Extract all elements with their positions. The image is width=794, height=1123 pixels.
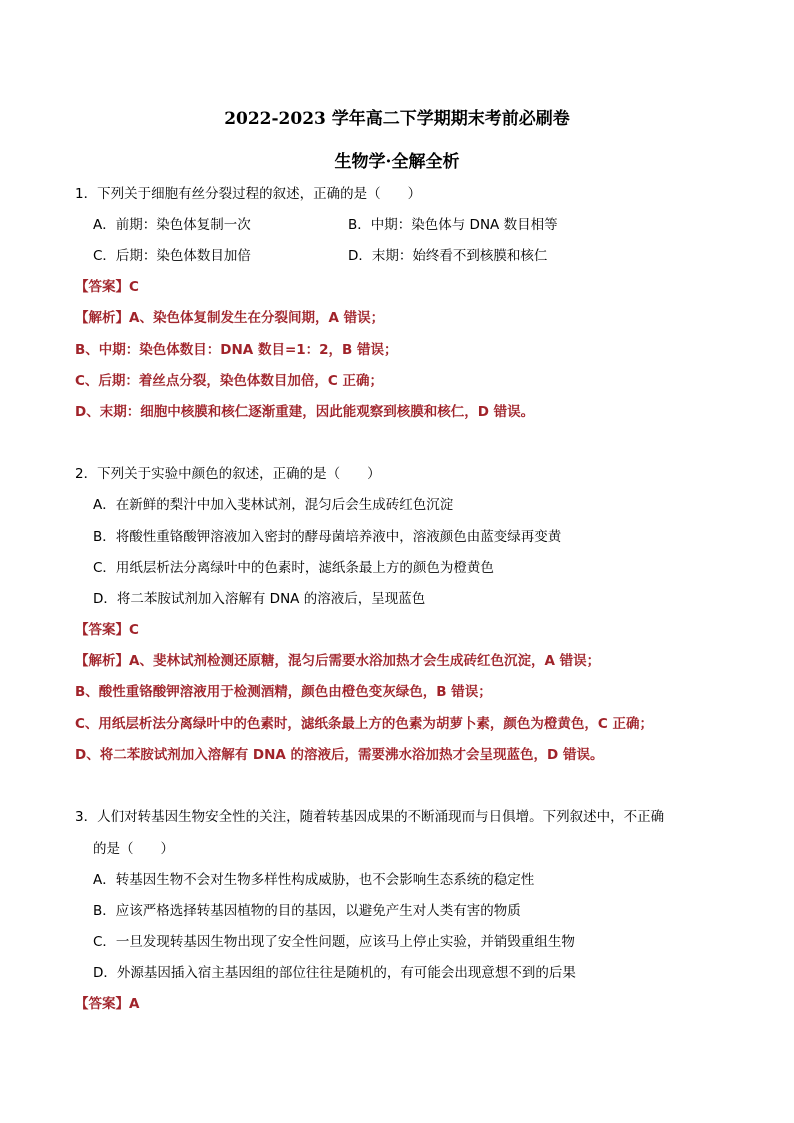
question-2-explanation-line: C、用纸层析法分离绿叶中的色素时，滤纸条最上方的色素为胡萝卜素，颜色为橙黄色，C 正确； bbox=[75, 716, 654, 732]
question-1-option-a: A．前期：染色体复制一次 bbox=[93, 217, 251, 233]
question-1-option-d: D．末期：始终看不到核膜和核仁 bbox=[348, 248, 548, 264]
question-2-explanation-line: D、将二苯胺试剂加入溶解有 DNA 的溶液后，需要沸水浴加热才会呈现蓝色，D 错误。 bbox=[75, 747, 604, 763]
question-1-explanation-line: C、后期：着丝点分裂，染色体数目加倍，C 正确； bbox=[75, 373, 384, 389]
question-3-stem: 3．人们对转基因生物安全性的关注，随着转基因成果的不断涌现而与日俱增。下列叙述中，不正确 bbox=[75, 809, 665, 825]
document-title: 2022-2023 学年高二下学期期末考前必刷卷 bbox=[224, 109, 570, 129]
question-3-option-c: C．一旦发现转基因生物出现了安全性问题，应该马上停止实验，并销毁重组生物 bbox=[93, 934, 575, 950]
question-2-option-b: B．将酸性重铬酸钾溶液加入密封的酵母菌培养液中，溶液颜色由蓝变绿再变黄 bbox=[93, 529, 562, 545]
question-1-option-c: C．后期：染色体数目加倍 bbox=[93, 248, 251, 264]
question-2-option-c: C．用纸层析法分离绿叶中的色素时，滤纸条最上方的颜色为橙黄色 bbox=[93, 560, 494, 576]
question-1-answer: 【答案】C bbox=[75, 279, 139, 295]
question-3-stem-continued: 的是（ ） bbox=[93, 841, 174, 857]
question-3-answer: 【答案】A bbox=[75, 996, 140, 1012]
question-2-option-a: A．在新鲜的梨汁中加入斐林试剂，混匀后会生成砖红色沉淀 bbox=[93, 497, 454, 513]
question-1-stem: 1．下列关于细胞有丝分裂过程的叙述，正确的是（ ） bbox=[75, 186, 422, 202]
question-1-explanation-line: D、末期：细胞中核膜和核仁逐渐重建，因此能观察到核膜和核仁，D 错误。 bbox=[75, 404, 535, 420]
question-1-explanation-line: 【解析】A、染色体复制发生在分裂间期，A 错误； bbox=[75, 310, 385, 326]
question-2-answer: 【答案】C bbox=[75, 622, 139, 638]
question-2-option-d: D．将二苯胺试剂加入溶解有 DNA 的溶液后，呈现蓝色 bbox=[93, 591, 426, 607]
question-1-explanation-line: B、中期：染色体数目：DNA 数目=1：2，B 错误； bbox=[75, 342, 398, 358]
document-subtitle: 生物学·全解全析 bbox=[334, 152, 460, 172]
question-2-explanation-line: B、酸性重铬酸钾溶液用于检测酒精，颜色由橙色变灰绿色，B 错误； bbox=[75, 684, 492, 700]
question-3-option-a: A．转基因生物不会对生物多样性构成威胁，也不会影响生态系统的稳定性 bbox=[93, 872, 535, 888]
question-3-option-b: B．应该严格选择转基因植物的目的基因，以避免产生对人类有害的物质 bbox=[93, 903, 521, 919]
question-2-explanation-line: 【解析】A、斐林试剂检测还原糖，混匀后需要水浴加热才会生成砖红色沉淀，A 错误； bbox=[75, 653, 601, 669]
question-2-stem: 2．下列关于实验中颜色的叙述，正确的是（ ） bbox=[75, 466, 381, 482]
question-3-option-d: D．外源基因插入宿主基因组的部位往往是随机的，有可能会出现意想不到的后果 bbox=[93, 965, 576, 981]
question-1-option-b: B．中期：染色体与 DNA 数目相等 bbox=[348, 217, 558, 233]
